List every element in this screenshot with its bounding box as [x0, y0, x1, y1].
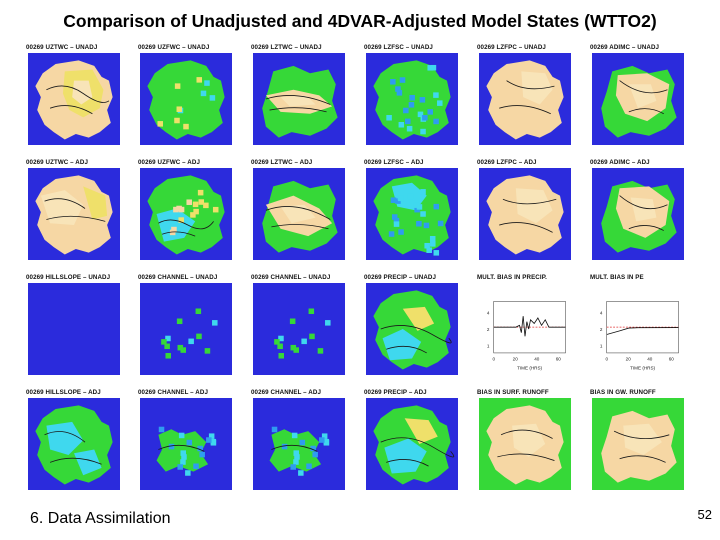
panel-lzfpc-adj	[473, 159, 583, 267]
svg-text:60: 60	[668, 356, 674, 362]
slide-title: Comparison of Unadjusted and 4DVAR-Adjusted Model States (WTTO2)	[63, 11, 657, 31]
panel-label: 00269 CHANNEL – UNADJ	[251, 274, 331, 281]
basin-map	[140, 398, 232, 490]
svg-text:60: 60	[555, 356, 561, 362]
basin-map	[592, 168, 684, 260]
basin-map	[28, 53, 120, 145]
panel-lztwc-unadj	[247, 44, 357, 152]
panel-label: 00269 ADIMC – UNADJ	[590, 44, 660, 51]
svg-text:4: 4	[486, 310, 490, 316]
panel-channel-adj	[134, 389, 244, 497]
panel-label: 00269 CHANNEL – ADJ	[251, 389, 321, 396]
svg-text:40: 40	[647, 356, 653, 362]
svg-text:1: 1	[599, 343, 603, 349]
panel-hillslope-unadj	[22, 274, 132, 382]
basin-map	[479, 398, 571, 490]
svg-text:2: 2	[599, 326, 603, 332]
basin-map	[140, 283, 232, 375]
svg-text:20: 20	[512, 356, 518, 362]
svg-text:TIME (HRS): TIME (HRS)	[517, 365, 543, 371]
svg-text:0: 0	[492, 356, 496, 362]
panel-label: 00269 UZTWC – UNADJ	[26, 44, 98, 51]
panel-label: 00269 PRECIP – UNADJ	[364, 274, 437, 281]
panel-label: 00269 HILLSLOPE – UNADJ	[26, 274, 111, 281]
panel-bias-surf	[473, 389, 583, 497]
section-footer: 6. Data Assimilation	[30, 510, 171, 527]
svg-text:40: 40	[534, 356, 540, 362]
panel-label: BIAS IN GW. RUNOFF	[590, 389, 656, 396]
basin-map	[592, 398, 684, 490]
basin-map	[366, 53, 458, 145]
panel-label: 00269 LZFSC – UNADJ	[364, 44, 433, 51]
timeseries-plot	[592, 283, 684, 375]
basin-map	[253, 398, 345, 490]
panel-label: 00269 LZFPC – UNADJ	[477, 44, 546, 51]
panel-channel-adj	[247, 389, 357, 497]
panel-label: 00269 UZFWC – ADJ	[138, 159, 200, 166]
panel-channel-unadj	[134, 274, 244, 382]
basin-map	[366, 283, 458, 375]
panel-label: 00269 LZFPC – ADJ	[477, 159, 537, 166]
svg-text:20: 20	[625, 356, 631, 362]
panel-lzfpc-unadj	[473, 44, 583, 152]
panel-ts-precip	[473, 274, 583, 382]
panel-precip-unadj	[360, 274, 470, 382]
panel-label: MULT. BIAS IN PRECIP.	[477, 274, 547, 281]
panel-label: 00269 LZTWC – ADJ	[251, 159, 313, 166]
panel-label: 00269 LZFSC – ADJ	[364, 159, 424, 166]
panel-adimc-adj	[586, 159, 696, 267]
svg-text:TIME (HRS): TIME (HRS)	[630, 365, 656, 371]
panel-lzfsc-adj	[360, 159, 470, 267]
panel-label: MULT. BIAS IN PE	[590, 274, 644, 281]
timeseries-plot	[479, 283, 571, 375]
panel-label: BIAS IN SURF. RUNOFF	[477, 389, 549, 396]
panel-lztwc-adj	[247, 159, 357, 267]
panel-label: 00269 PRECIP – ADJ	[364, 389, 427, 396]
panel-uzfwc-adj	[134, 159, 244, 267]
svg-text:1: 1	[486, 343, 490, 349]
basin-map	[479, 53, 571, 145]
basin-map	[140, 168, 232, 260]
svg-text:2: 2	[486, 326, 490, 332]
basin-map	[140, 53, 232, 145]
basin-map	[28, 168, 120, 260]
panel-label: 00269 ADIMC – ADJ	[590, 159, 650, 166]
panel-label: 00269 UZTWC – ADJ	[26, 159, 88, 166]
panel-adimc-unadj	[586, 44, 696, 152]
basin-map	[479, 168, 571, 260]
panel-uztwc-unadj	[22, 44, 132, 152]
svg-text:0: 0	[605, 356, 609, 362]
panel-ts-pe	[586, 274, 696, 382]
panel-uzfwc-unadj	[134, 44, 244, 152]
basin-map	[366, 168, 458, 260]
svg-text:4: 4	[599, 310, 603, 316]
basin-map	[366, 398, 458, 490]
panel-grid	[22, 44, 698, 486]
panel-label: 00269 CHANNEL – UNADJ	[138, 274, 218, 281]
panel-channel-unadj	[247, 274, 357, 382]
basin-map	[253, 283, 345, 375]
panel-hillslope-adj	[22, 389, 132, 497]
basin-map	[592, 53, 684, 145]
basin-map	[28, 283, 120, 375]
basin-map	[28, 398, 120, 490]
page-number: 52	[697, 507, 712, 522]
panel-label: 00269 UZFWC – UNADJ	[138, 44, 210, 51]
panel-label: 00269 HILLSLOPE – ADJ	[26, 389, 101, 396]
panel-uztwc-adj	[22, 159, 132, 267]
basin-map	[253, 168, 345, 260]
basin-map	[253, 53, 345, 145]
panel-label: 00269 CHANNEL – ADJ	[138, 389, 208, 396]
panel-lzfsc-unadj	[360, 44, 470, 152]
panel-bias-gw	[586, 389, 696, 497]
panel-label: 00269 LZTWC – UNADJ	[251, 44, 322, 51]
panel-precip-adj	[360, 389, 470, 497]
